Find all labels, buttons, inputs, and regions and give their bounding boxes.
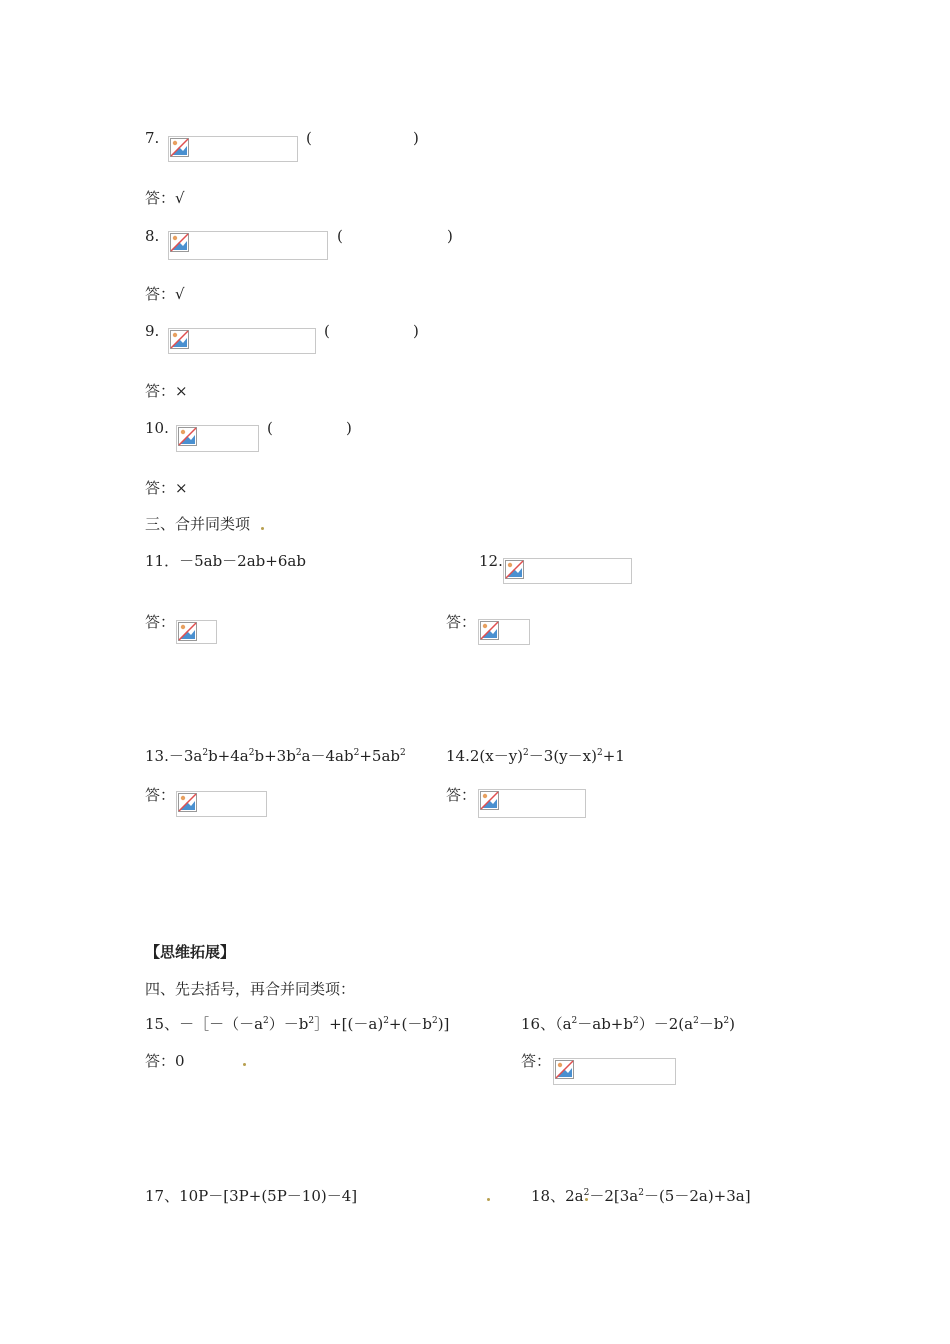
broken-image-icon — [178, 793, 197, 812]
question-9-image — [168, 328, 316, 354]
question-10-paren-open: ( — [267, 419, 273, 437]
marker-dot — [585, 1198, 588, 1201]
question-13-answer-label: 答： — [145, 786, 176, 804]
broken-image-icon — [170, 330, 189, 349]
question-8-number: 8. — [145, 227, 160, 245]
question-16-answer-image — [553, 1058, 676, 1085]
broken-image-icon — [555, 1060, 574, 1079]
question-14-answer-label: 答： — [446, 786, 477, 804]
question-10-answer: 答：× — [145, 479, 188, 497]
broken-image-icon — [170, 233, 189, 252]
question-12-image — [503, 558, 632, 584]
question-8-answer: 答：√ — [145, 285, 185, 303]
broken-image-icon — [178, 427, 197, 446]
question-12-number: 12. — [479, 552, 503, 570]
question-10-paren-close: ) — [346, 419, 352, 437]
question-9-answer: 答：× — [145, 382, 188, 400]
broken-image-icon — [480, 621, 499, 640]
broken-image-icon — [178, 622, 197, 641]
question-16-text: 16、$(a^2-ab+b^2)-2(a^2-b^2)$ — [521, 1015, 735, 1033]
question-9-paren-open: ( — [324, 322, 330, 340]
question-13-text: $13.-3a^2b+4a^2b+3b^2a-4ab^2+5ab^2$ — [145, 747, 406, 765]
question-16-answer-label: 答： — [521, 1052, 552, 1070]
question-8-image — [168, 231, 328, 260]
question-7-paren-close: ) — [413, 129, 419, 147]
question-10-number: 10. — [145, 419, 169, 437]
question-9-number: 9. — [145, 322, 160, 340]
question-8-paren-open: ( — [337, 227, 343, 245]
question-15-answer: 答：0 — [145, 1052, 185, 1070]
question-11-text: 11．－5ab－2ab+6ab — [145, 552, 306, 570]
question-8-paren-close: ) — [447, 227, 453, 245]
question-7-answer: 答：√ — [145, 189, 185, 207]
section-3-title: 三、合并同类项 — [145, 515, 251, 533]
question-12-answer-label: 答： — [446, 613, 477, 631]
question-7-image — [168, 136, 298, 162]
question-13-answer-image — [176, 791, 267, 817]
question-15-text: 15、$-[-(-a^2)-b^2]+[(-a)^2+(-b^2)]$ — [145, 1015, 450, 1033]
broken-image-icon — [170, 138, 189, 157]
question-14-answer-image — [478, 789, 586, 818]
marker-dot — [261, 527, 264, 530]
question-10-image — [176, 425, 259, 452]
question-7-paren-open: ( — [306, 129, 312, 147]
section-heading: 【思维拓展】 — [145, 943, 236, 961]
question-12-answer-image — [478, 619, 530, 645]
question-7-number: 7. — [145, 129, 160, 147]
broken-image-icon — [505, 560, 524, 579]
question-11-answer-label: 答： — [145, 613, 176, 631]
question-9-paren-close: ) — [413, 322, 419, 340]
question-11-answer-image — [176, 620, 217, 644]
question-17-text: 17、10P－[3P+(5P－10)－4] — [145, 1187, 358, 1205]
marker-dot — [243, 1063, 246, 1066]
marker-dot — [487, 1198, 490, 1201]
question-14-text: $14.2(x-y)^2-3(y-x)^2+1$ — [446, 747, 625, 765]
section-4-title: 四、先去括号，再合并同类项： — [145, 980, 356, 998]
question-18-text: 18、$2a^2-2[3a^2-(5-2a)+3a]$ — [531, 1187, 751, 1205]
broken-image-icon — [480, 791, 499, 810]
